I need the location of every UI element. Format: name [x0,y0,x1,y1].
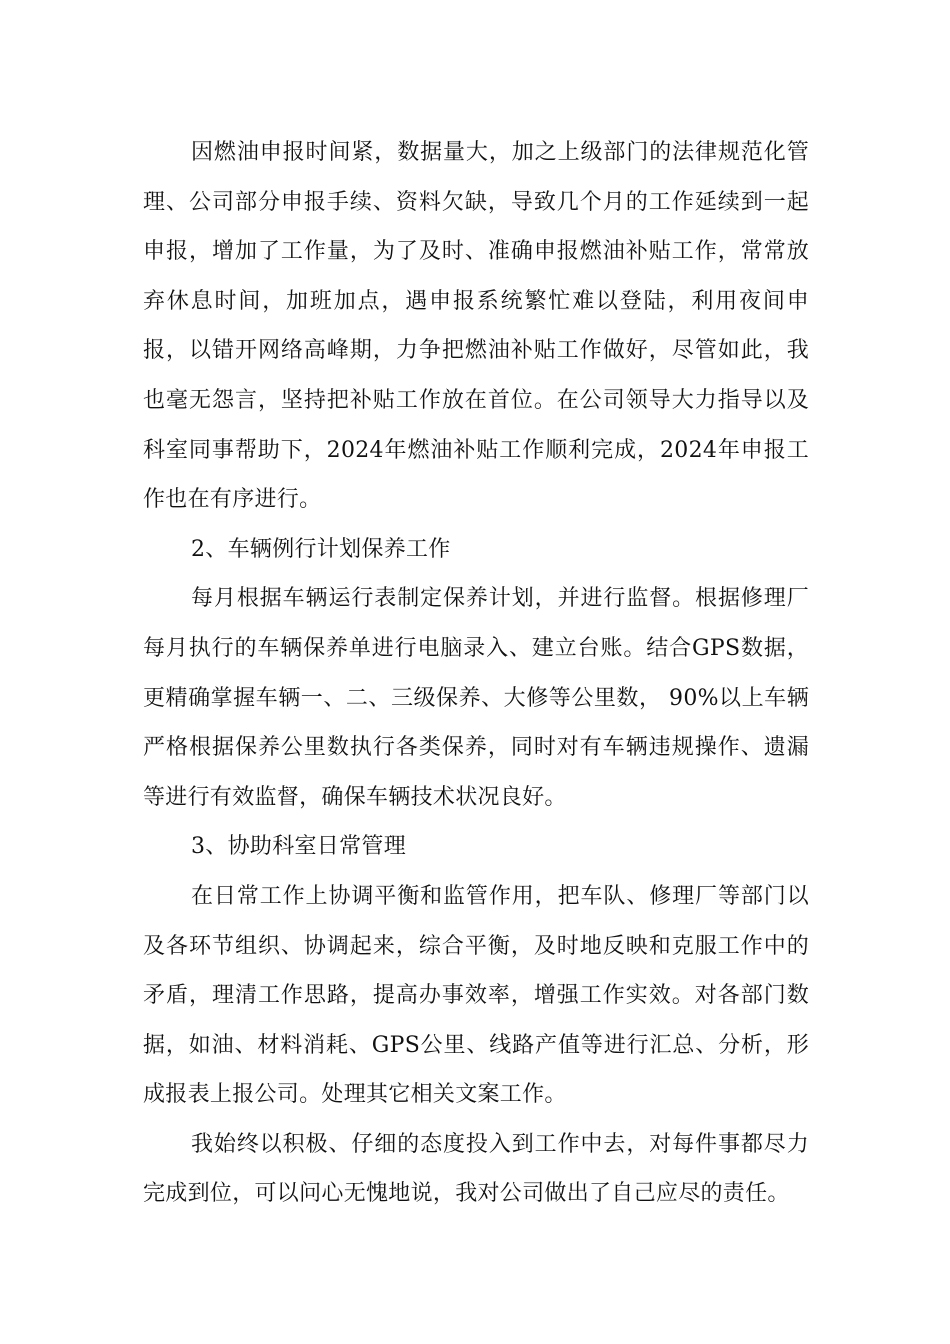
section-heading-daily-management: 3、协助科室日常管理 [191,834,406,860]
paragraph-daily-management: 在日常工作上协调平衡和监管作用，把车队、修理厂等部门以及各环节组织、协调起来，综合平衡，及时地反映和克服工作中的矛盾，理清工作思路，提高办事效率，增强工作实效。对各部门数据，如油、材料消耗、GPS公里、线路产值等进行汇总、分析，形成报表上报公司。处理其它相关文案工作。 [143,883,809,1108]
paragraph-maintenance: 每月根据车辆运行表制定保养计划，并进行监督。根据修理厂每月执行的车辆保养单进行电脑录入、建立台账。结合GPS数据，更精确掌握车辆一、二、三级保养、大修等公里数， 90%以上车辆严格根据保养公里数执行各类保养，同时对有车辆违规操作、遗漏等进行有效监督，确保车辆技术状况良好。 [143,586,809,810]
paragraph-fuel-subsidy: 因燃油申报时间紧，数据量大，加之上级部门的法律规范化管理、公司部分申报手续、资料欠缺，导致几个月的工作延续到一起申报，增加了工作量，为了及时、准确申报燃油补贴工作，常常放弃休息时间，加班加点，遇申报系统繁忙难以登陆，利用夜间申报，以错开网络高峰期，力争把燃油补贴工作做好，尽管如此，我也毫无怨言，坚持把补贴工作放在首位。在公司领导大力指导以及科室同事帮助下，2024年燃油补贴工作顺利完成，2024年申报工作也在有序进行。 [143,140,809,513]
document-body [143,128,809,1219]
paragraph-conclusion: 我始终以积极、仔细的态度投入到工作中去，对每件事都尽力完成到位，可以问心无愧地说，我对公司做出了自己应尽的责任。 [143,1131,809,1207]
section-heading-maintenance: 2、车辆例行计划保养工作 [191,536,451,562]
